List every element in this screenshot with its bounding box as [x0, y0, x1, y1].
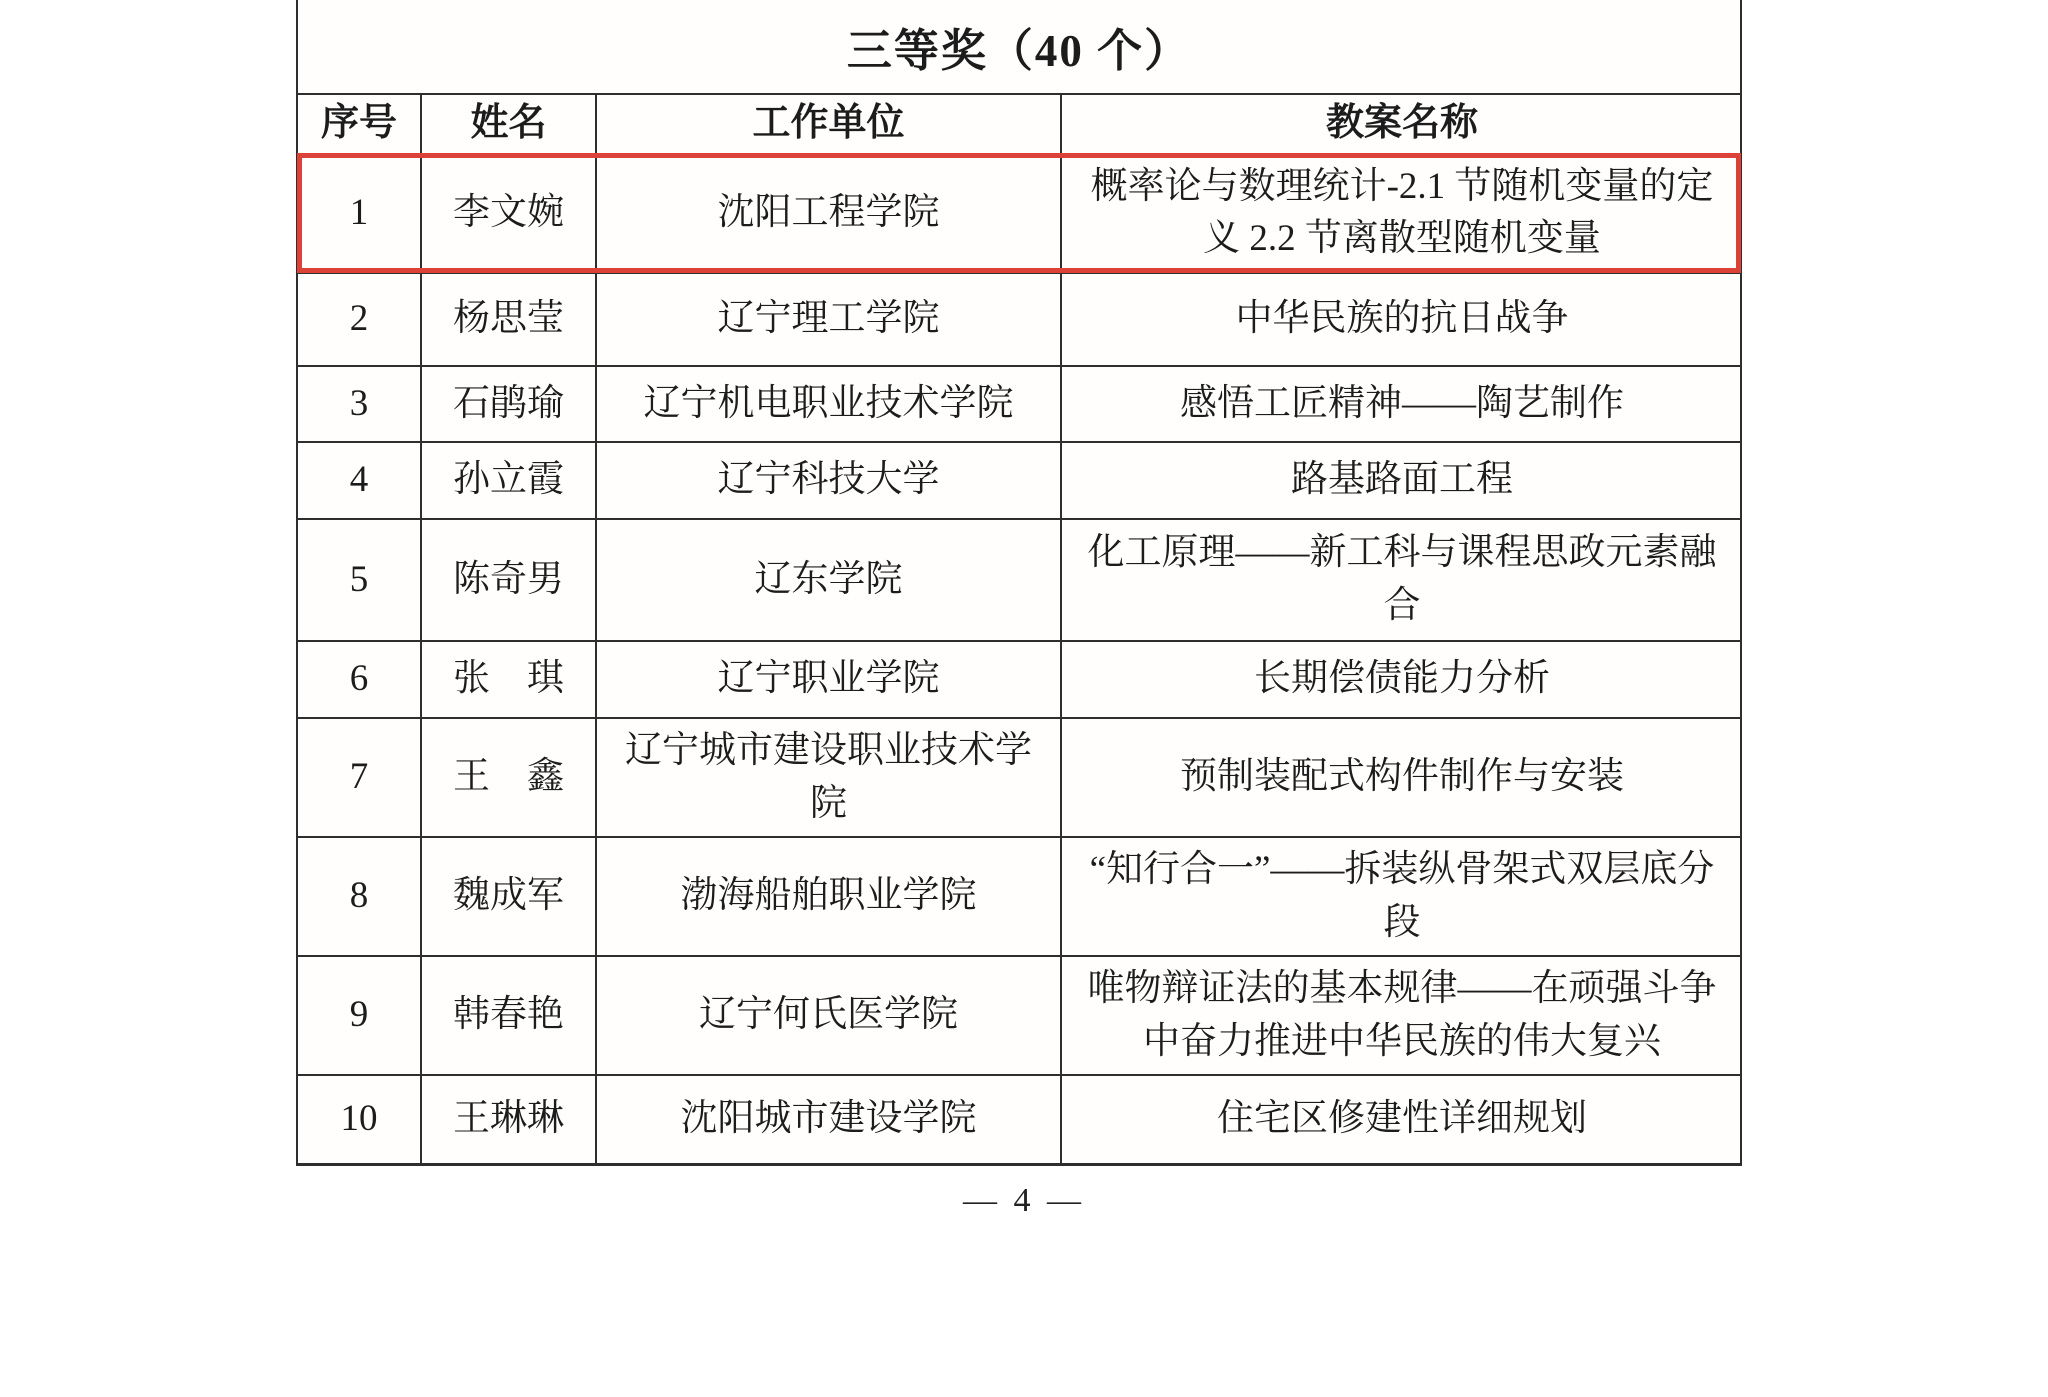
serial-cell: 4 — [298, 443, 422, 518]
serial-cell: 3 — [298, 367, 422, 441]
unit-cell: 沈阳城市建设学院 — [597, 1076, 1062, 1163]
header-lesson: 教案名称 — [1325, 102, 1478, 144]
unit-cell: 辽宁职业学院 — [597, 642, 1062, 717]
lesson-cell: 唯物辩证法的基本规律——在顽强斗争中奋力推进中华民族的伟大复兴 — [1087, 968, 1717, 1062]
name-cell: 张 琪 — [422, 642, 597, 717]
table-row — [298, 367, 1740, 443]
table-row — [298, 443, 1740, 520]
serial-cell: 6 — [298, 642, 422, 717]
name-cell: 杨思莹 — [422, 274, 597, 365]
lesson-cell: 中华民族的抗日战争 — [1235, 298, 1569, 340]
serial-cell: 8 — [298, 838, 422, 955]
name-cell: 陈奇男 — [422, 520, 597, 640]
name-cell: 魏成军 — [422, 838, 597, 955]
name-cell: 孙立霞 — [422, 443, 597, 518]
header-unit: 工作单位 — [597, 95, 1062, 153]
name-cell: 韩春艳 — [422, 957, 597, 1074]
name-cell: 石鹃瑜 — [422, 367, 597, 441]
lesson-cell: 概率论与数理统计-2.1 节随机变量的定义 2.2 节离散型随机变量 — [1090, 165, 1714, 260]
lesson-cell: 住宅区修建性详细规划 — [1217, 1098, 1587, 1140]
table-title: 三等奖（40 个） — [298, 0, 1740, 95]
serial-cell: 1 — [298, 155, 422, 272]
award-table — [296, 0, 1742, 1166]
unit-cell: 辽宁城市建设职业技术学院 — [597, 719, 1062, 836]
unit-cell: 辽宁机电职业技术学院 — [597, 367, 1062, 441]
unit-cell: 辽宁理工学院 — [597, 274, 1062, 365]
unit-cell: 辽东学院 — [597, 520, 1062, 640]
serial-cell: 7 — [298, 719, 422, 836]
page-number: — 4 — — [963, 1182, 1085, 1219]
lesson-cell: 预制装配式构件制作与安装 — [1180, 756, 1624, 798]
lesson-cell: “知行合一”——拆装纵骨架式双层底分段 — [1089, 849, 1715, 943]
table-row — [298, 957, 1740, 1076]
serial-cell: 2 — [298, 274, 422, 365]
table-row — [298, 520, 1740, 642]
unit-cell: 辽宁何氏医学院 — [597, 957, 1062, 1074]
serial-cell: 9 — [298, 957, 422, 1074]
table-row — [298, 642, 1740, 719]
table-row — [298, 155, 1740, 274]
unit-cell: 辽宁科技大学 — [597, 443, 1062, 518]
header-serial: 序号 — [298, 95, 422, 153]
table-row — [298, 274, 1740, 367]
header-name: 姓名 — [422, 95, 597, 153]
lesson-cell: 长期偿债能力分析 — [1254, 658, 1550, 700]
serial-cell: 5 — [298, 520, 422, 640]
table-row — [298, 719, 1740, 838]
table-header-row — [298, 95, 1740, 155]
name-cell: 王琳琳 — [422, 1076, 597, 1163]
lesson-cell: 路基路面工程 — [1291, 459, 1513, 501]
table-row — [298, 1076, 1740, 1163]
serial-cell: 10 — [298, 1076, 422, 1163]
name-cell: 王 鑫 — [422, 719, 597, 836]
unit-cell: 渤海船舶职业学院 — [597, 838, 1062, 955]
unit-cell: 沈阳工程学院 — [597, 155, 1062, 272]
lesson-cell: 感悟工匠精神——陶艺制作 — [1180, 382, 1624, 424]
table-row — [298, 838, 1740, 957]
lesson-cell: 化工原理——新工科与课程思政元素融合 — [1087, 532, 1717, 627]
name-cell: 李文婉 — [422, 155, 597, 272]
